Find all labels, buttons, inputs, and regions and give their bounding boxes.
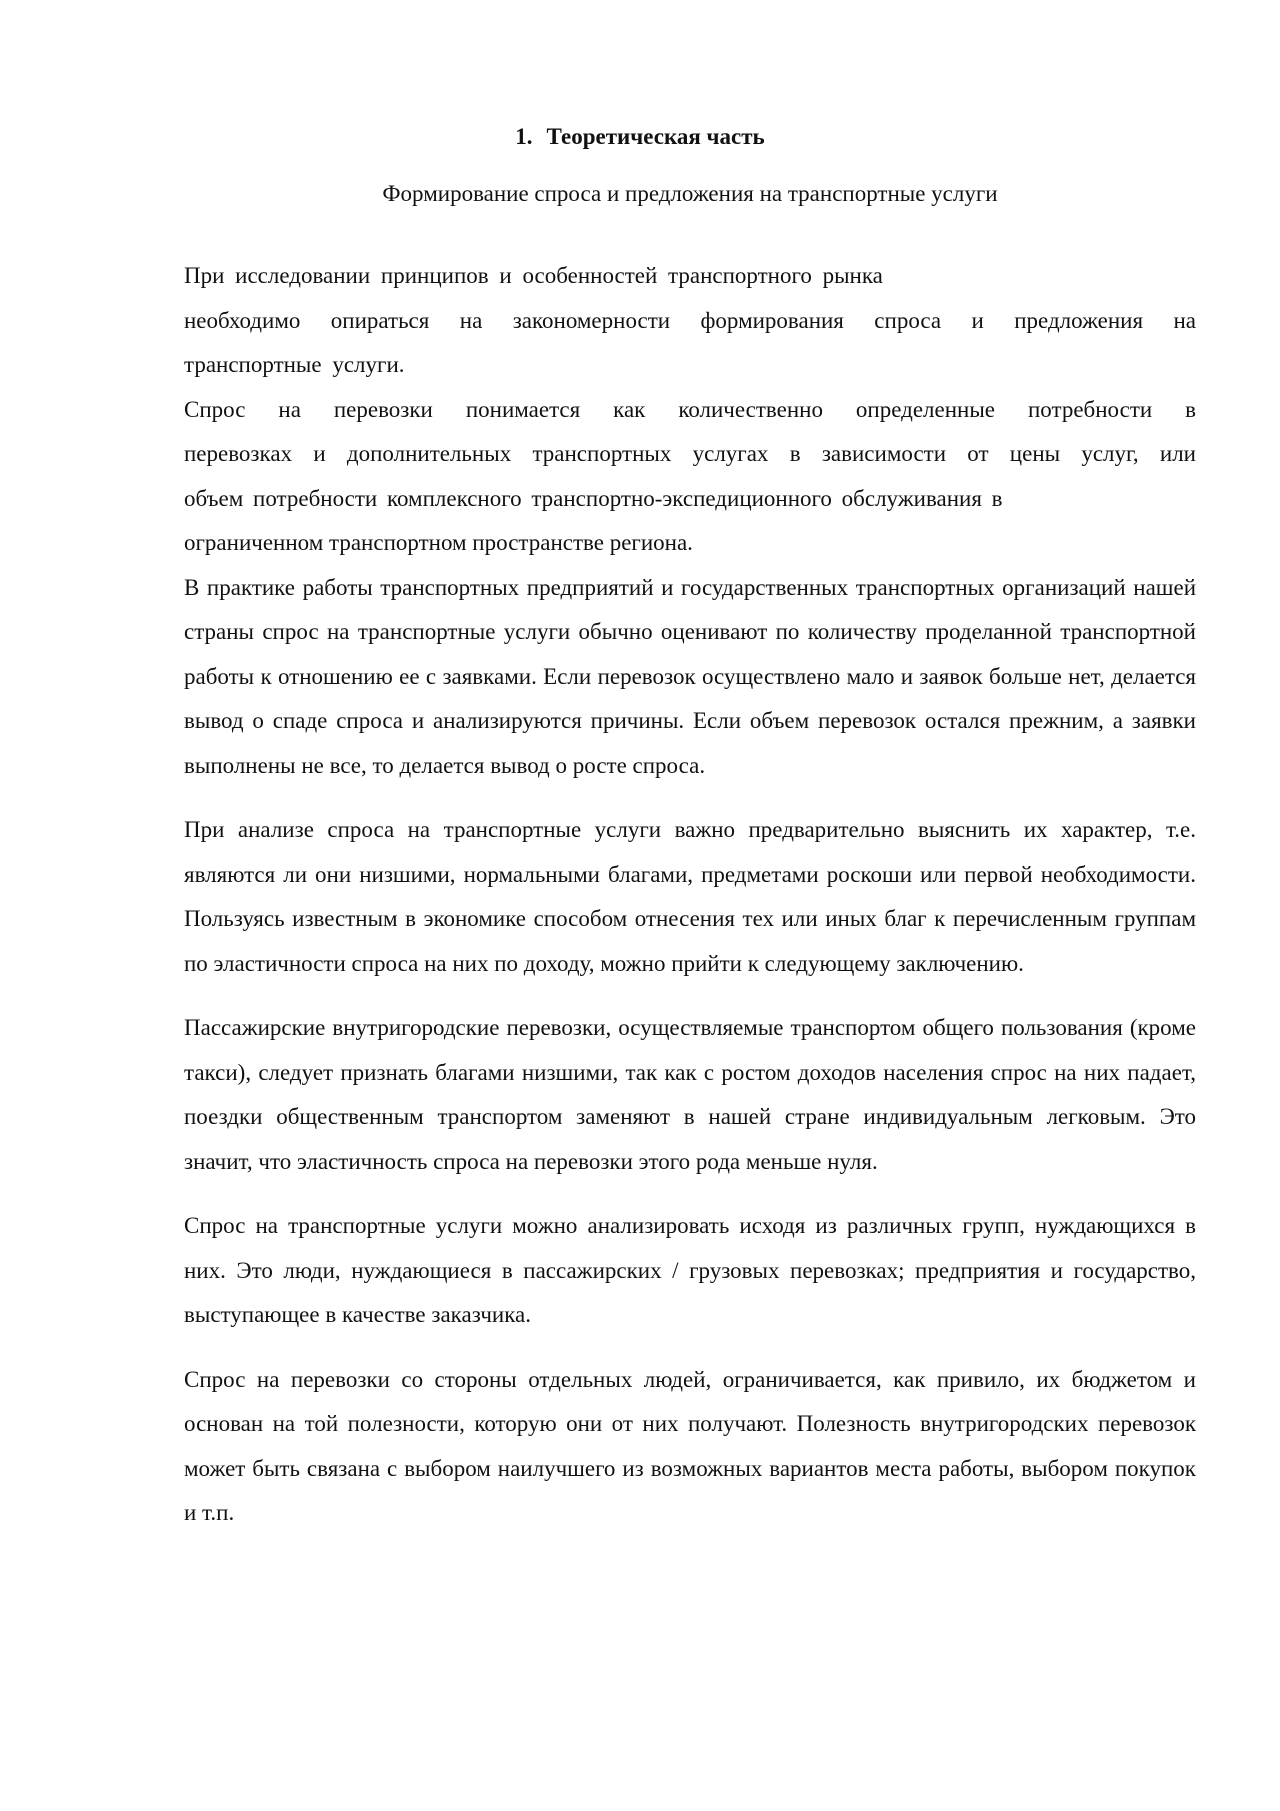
paragraph-analysis: При анализе спроса на транспортные услуги важно предварительно выяснить их характер, т.е. являются ли они низшими, нормальными благами, предметами роскоши или первой необходимости. Пользуясь известным в экономике способом отнесения тех или иных благ к перечисленным группам по эластичности спроса на них по доходу, можно прийти к следующему заключению. [184,817,1196,976]
paragraph-line: необходимо опираться на закономерности формирования спроса и предложения на [184,307,1196,333]
paragraph-intro [184,254,1196,388]
paragraph-line: транспортные услуги. [184,352,405,377]
section-title: Теоретическая часть [546,124,765,149]
document-body [184,254,1196,1536]
paragraph-groups: Спрос на транспортные услуги можно анализировать исходя из различных групп, нуждающихся в них. Это люди, нуждающиеся в пассажирских / грузовых перевозках; предприятия и государство, выступающее в качестве заказчика. [184,1213,1196,1327]
paragraph-individuals: Спрос на перевозки со стороны отдельных людей, ограничивается, как привило, их бюджетом и основан на той полезности, которую они от них получают. Полезность внутригородских перевозок может быть связана с выбором наилучшего из возможных вариантов места работы, выбором покупок и т.п. [184,1366,1196,1525]
paragraph-line: ограниченном транспортном пространстве региона. [184,530,693,555]
paragraph-line: При исследовании принципов и особенностей транспортного рынка [184,263,883,288]
paragraph-line: объем потребности комплексного транспортно-экспедиционного обслуживания в [184,485,1003,511]
paragraph-demand-definition [184,388,1196,566]
paragraph-practice: В практике работы транспортных предприятий и государственных транспортных организаций нашей страны спрос на транспортные услуги обычно оценивают по количеству проделанной транспортной работы к отношению ее с заявками. Если перевозок осуществлено мало и заявок больше нет, делается вывод о спаде спроса и анализируются причины. Если объем перевозок остался прежним, а заявки выполнены не все, то делается вывод о росте спроса. [184,574,1196,778]
paragraph-passenger: Пассажирские внутригородские перевозки, осуществляемые транспортом общего пользования (кроме такси), следует признать благами низшими, так как с ростом доходов населения спрос на них падает, поездки общественным транспортом заменяют в нашей стране индивидуальным легковым. Это значит, что эластичность спроса на перевозки этого рода меньше нуля. [184,1015,1196,1174]
paragraph-line: перевозках и дополнительных транспортных услугах в зависимости от цены услуг, или [184,441,1196,466]
section-subtitle: Формирование спроса и предложения на транспортные услуги [382,181,998,206]
section-number: 1. [515,124,533,149]
section-heading [0,121,1280,153]
paragraph-line: Спрос на перевозки понимается как количественно определенные потребности в [184,396,1196,422]
